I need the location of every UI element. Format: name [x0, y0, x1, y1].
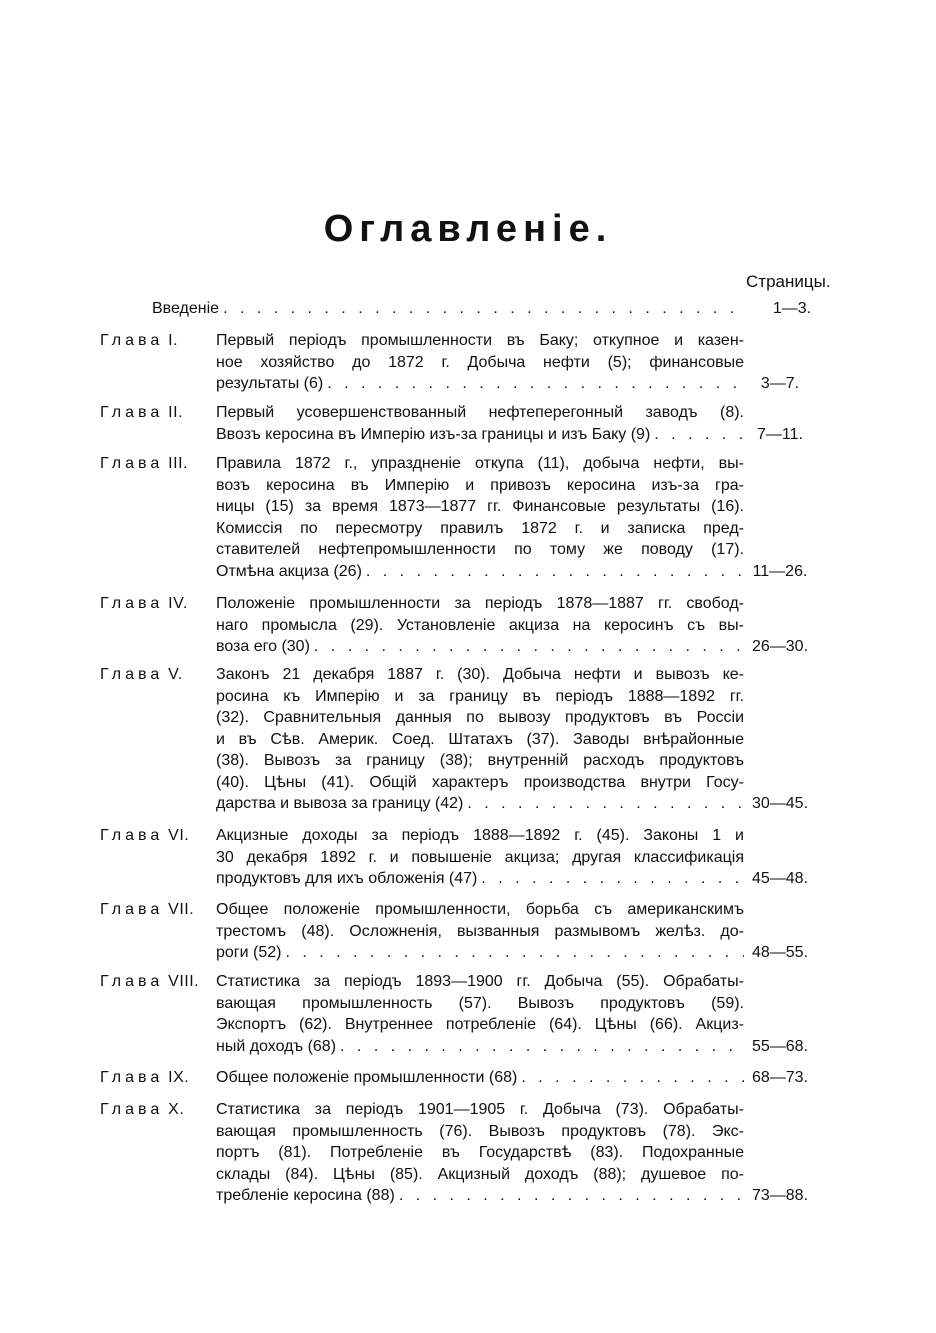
chapter-text-line: ный доходъ (68) — [216, 1037, 337, 1055]
dot-leader — [340, 1036, 744, 1058]
chapter-number: IV. — [168, 595, 188, 612]
dot-leader — [521, 1067, 744, 1089]
chapter-label — [100, 330, 212, 352]
chapter-number: I. — [168, 332, 179, 349]
chapter-label — [100, 825, 212, 847]
chapter-text-line: Ввозъ керосина въ Имперію изъ-за границы и изъ Баку (9) — [216, 425, 651, 443]
chapter-pages: 26—30. — [751, 638, 809, 655]
dot-leader — [467, 793, 744, 815]
chapter-pages: 68—73. — [751, 1069, 809, 1086]
chapter-text-line: Законъ 21 декабря 1887 г. (30). Добыча нефти и вывозъ ке- — [216, 666, 744, 683]
chapter-word: Глава — [100, 404, 164, 421]
chapter-text-line: вающая промышленность (76). Вывозъ продуктовъ (78). Экс- — [216, 1122, 744, 1140]
chapter-text-line: Первый усовершенствованный нефтеперегонный заводъ (8). — [216, 404, 744, 421]
chapter-number: IX. — [168, 1069, 190, 1086]
chapter-pages: 7—11. — [757, 425, 803, 443]
pages-column-header: Страницы. — [746, 272, 831, 291]
chapter-text-line: Статистика за періодъ 1901—1905 г. Добыча (73). Обрабаты- — [216, 1101, 744, 1118]
chapter-description — [216, 664, 744, 815]
chapter-label — [100, 1099, 212, 1121]
intro-pages: 1—3. — [772, 300, 812, 317]
chapter-label — [100, 899, 212, 921]
chapter-pages: 55—68. — [751, 1037, 809, 1055]
chapter-text-line: (32). Сравнительныя данныя по вывозу продуктовъ въ Россіи — [216, 709, 744, 726]
chapter-text-line: ное хозяйство до 1872 г. Добыча нефти (5); финансовые — [216, 353, 744, 371]
chapter-text-line: вающая промышленность (57). Вывозъ продуктовъ (59). — [216, 994, 744, 1012]
chapter-description — [216, 453, 744, 582]
intro-label: Введеніе — [152, 300, 220, 317]
chapter-text-line: Положеніе промышленности за періодъ 1878—1887 гг. свобод- — [216, 595, 744, 612]
chapter-word: Глава — [100, 1101, 164, 1118]
chapter-text-line: Экспортъ (62). Внутреннее потребленіе (64). Цѣны (66). Акциз- — [216, 1016, 744, 1033]
chapter-description — [216, 593, 744, 658]
dot-leader — [327, 373, 744, 395]
chapter-pages: 30—45. — [751, 795, 809, 812]
chapter-word: Глава — [100, 827, 164, 844]
chapter-label — [100, 402, 212, 424]
chapter-text-line: 30 декабря 1892 г. и повышеніе акциза; другая классификація — [216, 848, 744, 866]
chapter-description — [216, 1099, 744, 1207]
chapter-text-line: (38). Вывозъ за границу (38); внутренній расходъ продуктовъ — [216, 752, 744, 769]
chapter-text-line: ставителей нефтепромышленности по тому же поводу (17). — [216, 541, 744, 558]
chapter-number: VII. — [168, 901, 195, 918]
chapter-label — [100, 1067, 212, 1089]
chapter-label — [100, 664, 212, 686]
chapter-word: Глава — [100, 1069, 164, 1086]
chapter-description — [216, 825, 744, 890]
chapter-text-line: Отмѣна акциза (26) — [216, 562, 362, 580]
chapter-label — [100, 593, 212, 615]
chapter-number: X. — [168, 1101, 185, 1118]
dot-leader — [314, 636, 744, 658]
chapter-pages: 73—88. — [751, 1187, 809, 1204]
chapter-text-line: трестомъ (48). Осложненія, вызванныя размывомъ желѣз. до- — [216, 922, 744, 940]
chapter-label — [100, 971, 212, 993]
chapter-text-line: росина къ Имперію и за границу въ періодъ 1888—1892 гг. — [216, 687, 744, 705]
chapter-description — [216, 899, 744, 964]
chapter-text-line: Первый періодъ промышленности въ Баку; откупное и казен- — [216, 332, 744, 349]
dot-leader — [285, 942, 744, 964]
chapter-text-line: (40). Цѣны (41). Общій характеръ производства внутри Госу- — [216, 773, 744, 791]
chapter-text-line: возъ керосина въ Имперію и привозъ керосина изъ-за гра- — [216, 476, 744, 494]
dot-leader — [223, 298, 742, 319]
chapter-pages: 3—7. — [760, 375, 800, 392]
chapter-text-line: Акцизные доходы за періодъ 1888—1892 г. (45). Законы 1 и — [216, 827, 744, 844]
page-title: Оглавленіе. — [323, 208, 613, 250]
chapter-word: Глава — [100, 332, 164, 349]
chapter-label — [100, 453, 212, 475]
chapter-text-line: результаты (6) — [216, 375, 324, 392]
chapter-description — [216, 402, 744, 445]
chapter-pages: 45—48. — [751, 870, 809, 887]
chapter-text-line: Общее положеніе промышленности, борьба съ американскимъ — [216, 901, 744, 918]
chapter-word: Глава — [100, 455, 164, 472]
chapter-number: VIII. — [168, 973, 200, 990]
chapter-text-line: ницы (15) за время 1873—1877 гг. Финансовые результаты (16). — [216, 498, 744, 515]
chapter-text-line: Комиссія по пересмотру правилъ 1872 г. и записка пред- — [216, 519, 744, 537]
chapter-text-line: Статистика за періодъ 1893—1900 гг. Добыча (55). Обрабаты- — [216, 973, 744, 990]
dot-leader — [654, 424, 744, 446]
chapter-text-line: воза его (30) — [216, 638, 310, 655]
chapter-text-line: портъ (81). Потребленіе въ Государствѣ (83). Подохранные — [216, 1144, 744, 1161]
chapter-number: V. — [168, 666, 183, 683]
chapter-pages: 11—26. — [752, 562, 808, 580]
chapter-text-line: наго промысла (29). Установленіе акциза на керосинъ съ вы- — [216, 616, 744, 634]
chapter-text-line: требленіе керосина (88) — [216, 1187, 395, 1204]
chapter-word: Глава — [100, 666, 164, 683]
chapter-number: III. — [168, 455, 188, 472]
chapter-word: Глава — [100, 901, 164, 918]
chapter-pages: 48—55. — [751, 944, 809, 961]
chapter-word: Глава — [100, 973, 164, 990]
chapter-text-line: и въ Сѣв. Америк. Соед. Штатахъ (37). Заводы внѣрайонные — [216, 730, 744, 748]
chapter-word: Глава — [100, 595, 164, 612]
chapter-number: II. — [168, 404, 184, 421]
toc-intro-entry — [152, 298, 822, 319]
chapter-description — [216, 330, 744, 395]
chapter-text-line: продуктовъ для ихъ обложенія (47) — [216, 870, 478, 887]
chapter-description — [216, 1067, 744, 1089]
chapter-description — [216, 971, 744, 1057]
dot-leader — [481, 868, 744, 890]
dot-leader — [399, 1185, 744, 1207]
chapter-text-line: дарства и вывоза за границу (42) — [216, 795, 464, 812]
chapter-text-line: Общее положеніе промышленности (68) — [216, 1069, 518, 1086]
chapter-number: VI. — [168, 827, 190, 844]
dot-leader — [366, 561, 744, 583]
chapter-text-line: Правила 1872 г., упраздненіе откупа (11), добыча нефти, вы- — [216, 455, 744, 472]
chapter-text-line: склады (84). Цѣны (85). Акцизный доходъ (88); душевое по- — [216, 1165, 744, 1183]
chapter-text-line: роги (52) — [216, 944, 282, 961]
